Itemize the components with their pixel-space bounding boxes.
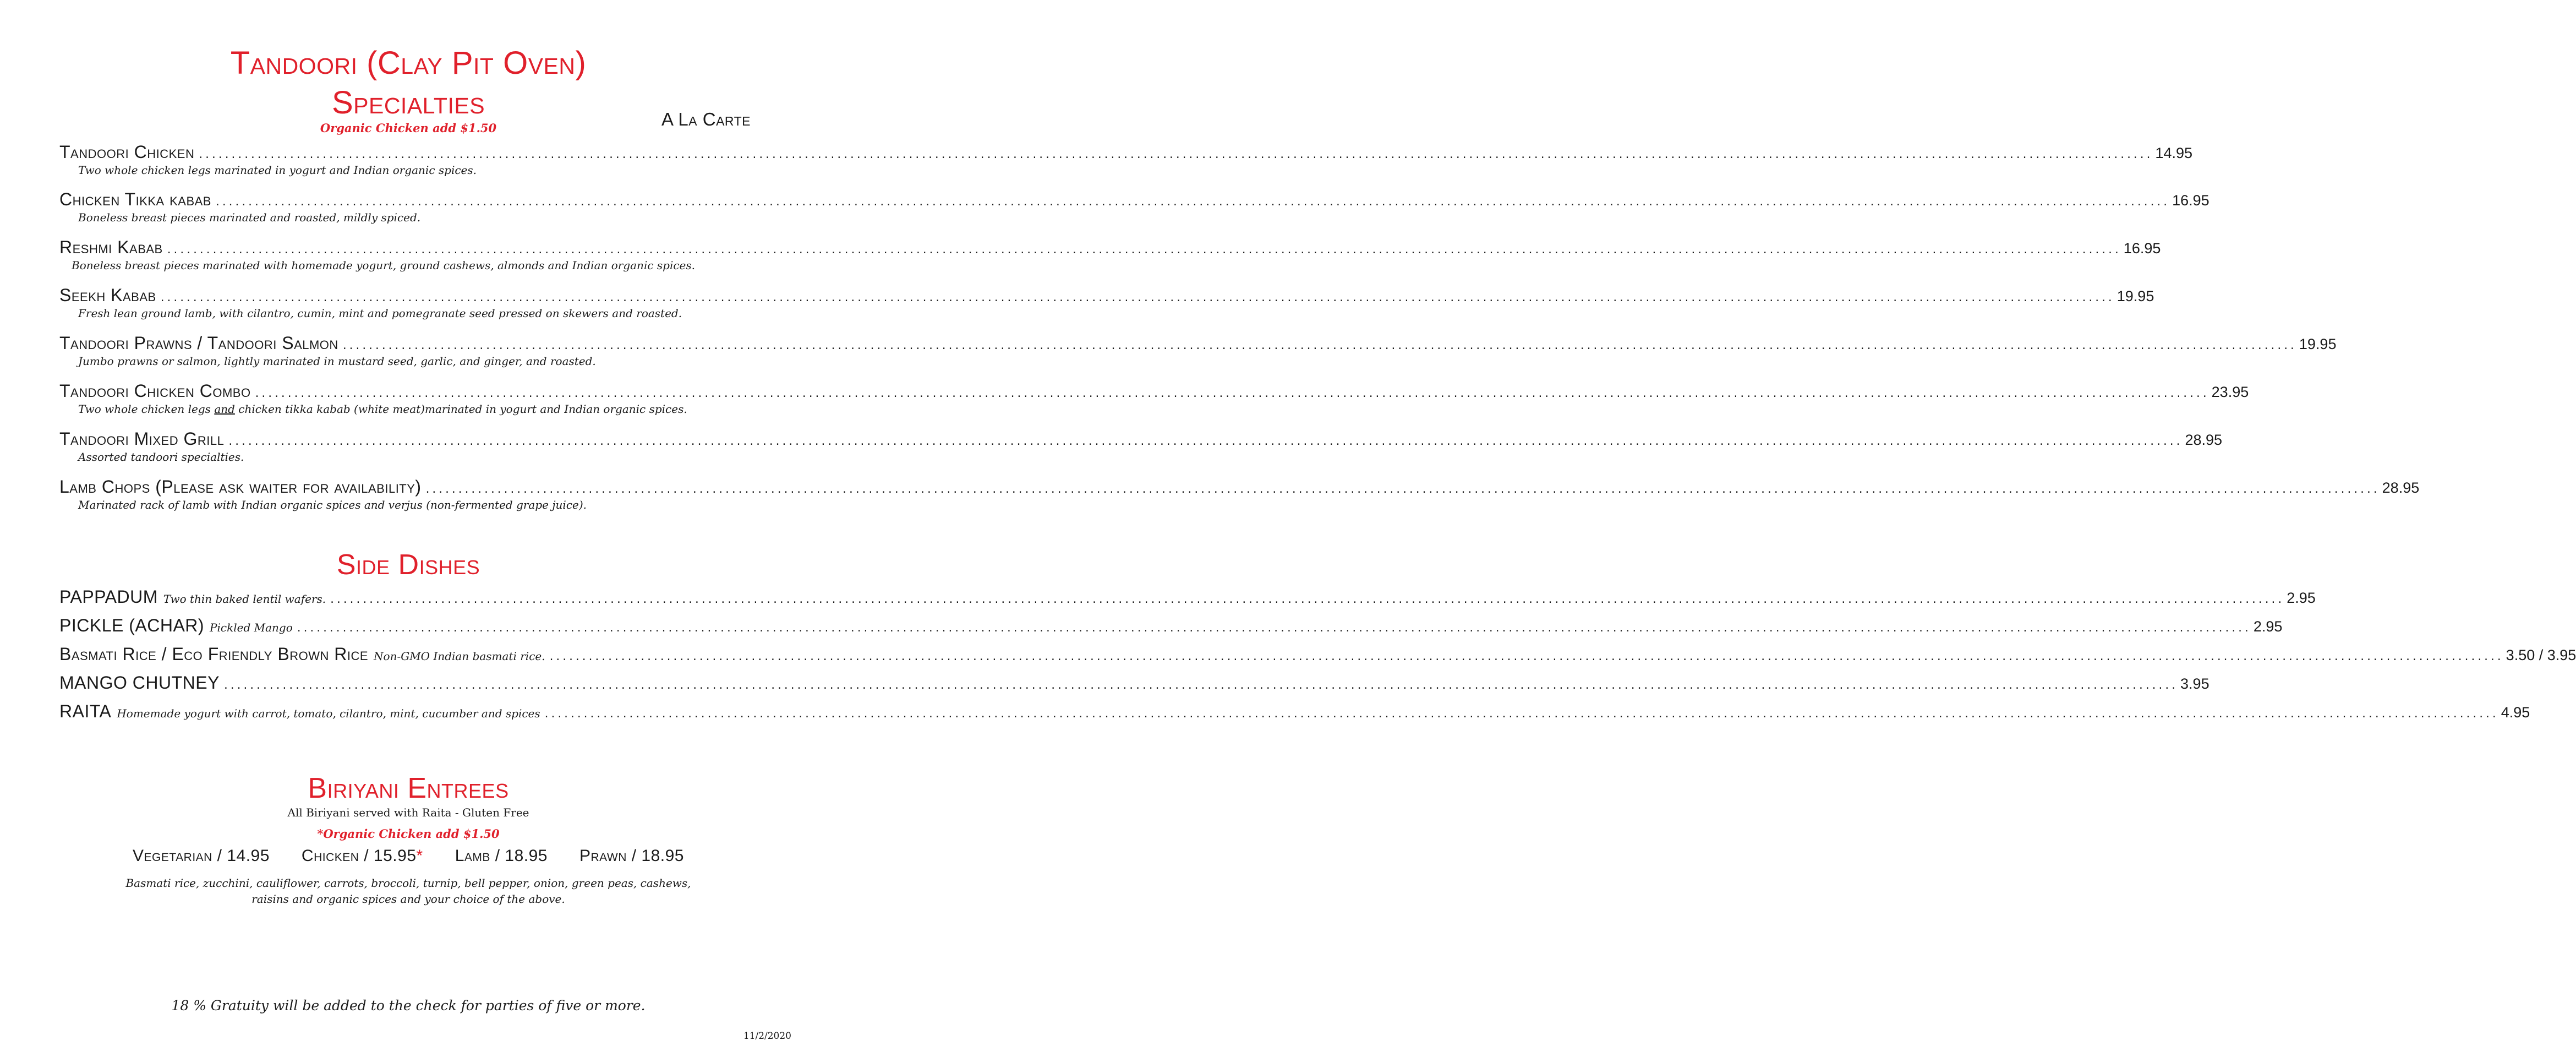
item-name: Tandoori Chicken: [59, 142, 195, 162]
biriyani-organic-note: *Organic Chicken add $1.50: [317, 827, 500, 841]
desc-part: chicken tikka kabab (white meat)marinated in yogurt and Indian organic spices.: [234, 402, 687, 416]
leader-dots: ............................................................................................................................................................................................................................................................................................................: [215, 197, 2169, 208]
menu-item: [59, 381, 2249, 416]
leader-dots: ............................................................................................................................................................................................................................................................................................................: [222, 680, 2178, 691]
item-description: Assorted tandoori specialties.: [78, 450, 244, 464]
item-description: Two thin baked lentil wafers.: [163, 592, 326, 606]
option-label: Chicken / 15.95: [301, 847, 417, 865]
item-description: Fresh lean ground lamb, with cilantro, cumin, mint and pomegranate seed pressed on skewers and roasted.: [78, 307, 682, 320]
desc-part: Two whole chicken legs: [78, 402, 215, 416]
item-name: Chicken Tikka kabab: [59, 189, 211, 209]
biriyani-subtitle: All Biriyani served with Raita - Gluten Free: [287, 806, 529, 819]
item-price: 16.95: [2123, 240, 2161, 257]
item-price: 28.95: [2382, 480, 2420, 496]
leader-dots: ............................................................................................................................................................................................................................................................................................................: [329, 594, 2284, 606]
side-dish-item: [59, 673, 2209, 693]
item-price: 4.95: [2501, 704, 2530, 721]
leader-dots: ............................................................................................................................................................................................................................................................................................................: [227, 436, 2182, 448]
item-price: 3.95: [2180, 675, 2209, 692]
item-name: Tandoori Mixed Grill: [59, 429, 225, 449]
option-label: Lamb / 18.95: [455, 847, 548, 865]
side-dish-item: [59, 701, 2530, 722]
item-price: 28.95: [2185, 432, 2223, 448]
item-price: 2.95: [2287, 590, 2316, 606]
item-name: RAITA: [59, 701, 112, 721]
side-dish-item: [59, 587, 2316, 607]
item-price: 14.95: [2155, 145, 2192, 161]
menu-item: [59, 429, 2223, 464]
biriyani-title: Biriyani Entrees: [308, 772, 509, 804]
gratuity-note: 18 % Gratuity will be added to the check for parties of five or more.: [171, 998, 646, 1014]
side-dish-item: [59, 615, 2283, 636]
biriyani-description-line2: raisins and organic spices and your choice of the above.: [251, 892, 565, 906]
leader-dots: ............................................................................................................................................................................................................................................................................................................: [296, 623, 2250, 634]
leader-dots: ............................................................................................................................................................................................................................................................................................................: [543, 709, 2498, 720]
item-price: 16.95: [2172, 192, 2209, 209]
menu-item: [59, 333, 2337, 368]
menu-item: [59, 142, 2192, 177]
item-name: Basmati Rice / Eco Friendly Brown Rice: [59, 644, 369, 664]
item-price: 19.95: [2116, 288, 2154, 304]
side-dishes-title: Side Dishes: [336, 549, 480, 581]
page-title-line1: Tandoori (Clay Pit Oven): [230, 45, 587, 81]
option-label: Prawn / 18.95: [579, 847, 684, 865]
menu-date: 11/2/2020: [743, 1031, 791, 1042]
leader-dots: ............................................................................................................................................................................................................................................................................................................: [341, 340, 2296, 352]
item-name: PAPPADUM: [59, 587, 158, 607]
item-description: Marinated rack of lamb with Indian organic spices and verjus (non-fermented grape juice).: [78, 498, 587, 511]
side-dish-item: [59, 644, 2576, 664]
item-description: Two whole chicken legs marinated in yogurt and Indian organic spices.: [78, 164, 477, 177]
item-description: Pickled Mango: [210, 621, 293, 634]
leader-dots: ............................................................................................................................................................................................................................................................................................................: [424, 484, 2379, 495]
biriyani-option-prawn: [579, 847, 684, 865]
leader-dots: ............................................................................................................................................................................................................................................................................................................: [166, 244, 2120, 256]
menu-item: [59, 477, 2420, 511]
leader-dots: ............................................................................................................................................................................................................................................................................................................: [198, 149, 2152, 161]
item-name: MANGO CHUTNEY: [59, 673, 220, 693]
item-price: 3.50 / 3.95: [2506, 647, 2576, 663]
biriyani-description-line1: Basmati rice, zucchini, cauliflower, carrots, broccoli, turnip, bell pepper, onion, green peas, cashews,: [125, 876, 691, 890]
biriyani-option-vegetarian: [133, 847, 270, 865]
item-description: [78, 402, 750, 416]
item-description: Boneless breast pieces marinated with homemade yogurt, ground cashews, almonds and Indian organic spices.: [72, 259, 696, 272]
item-price: 19.95: [2299, 336, 2337, 352]
item-price: 23.95: [2211, 384, 2249, 400]
page-title-line2: Specialties: [331, 85, 485, 121]
item-name: PICKLE (ACHAR): [59, 615, 205, 635]
item-price: 2.95: [2253, 618, 2283, 635]
leader-dots: ............................................................................................................................................................................................................................................................................................................: [159, 292, 2114, 304]
biriyani-options: [0, 847, 817, 865]
item-description: Jumbo prawns or salmon, lightly marinated in mustard seed, garlic, and ginger, and roasted.: [78, 355, 596, 368]
organic-chicken-note: Organic Chicken add $1.50: [320, 121, 497, 135]
item-description: Homemade yogurt with carrot, tomato, cilantro, mint, cucumber and spices: [117, 707, 540, 720]
item-name: Reshmi Kabab: [59, 237, 163, 257]
item-name: Tandoori Chicken Combo: [59, 381, 251, 401]
a-la-carte-label: A La Carte: [661, 109, 751, 129]
item-name: Tandoori Prawns / Tandoori Salmon: [59, 333, 338, 353]
leader-dots: ............................................................................................................................................................................................................................................................................................................: [254, 388, 2208, 400]
menu-item: [59, 285, 2154, 320]
item-description: Boneless breast pieces marinated and roasted, mildly spiced.: [78, 211, 421, 224]
biriyani-option-chicken: [302, 847, 423, 865]
biriyani-option-lamb: [455, 847, 548, 865]
organic-asterisk: *: [416, 847, 423, 865]
item-name: Seekh Kabab: [59, 285, 156, 305]
menu-item: [59, 237, 2161, 272]
menu-item: [59, 189, 2209, 224]
option-label: Vegetarian / 14.95: [133, 847, 270, 865]
leader-dots: ............................................................................................................................................................................................................................................................................................................: [548, 651, 2503, 663]
desc-underlined-word: and: [214, 402, 235, 416]
item-name: Lamb Chops (Please ask waiter for availability): [59, 477, 422, 497]
item-description: Non-GMO Indian basmati rice.: [374, 650, 545, 663]
